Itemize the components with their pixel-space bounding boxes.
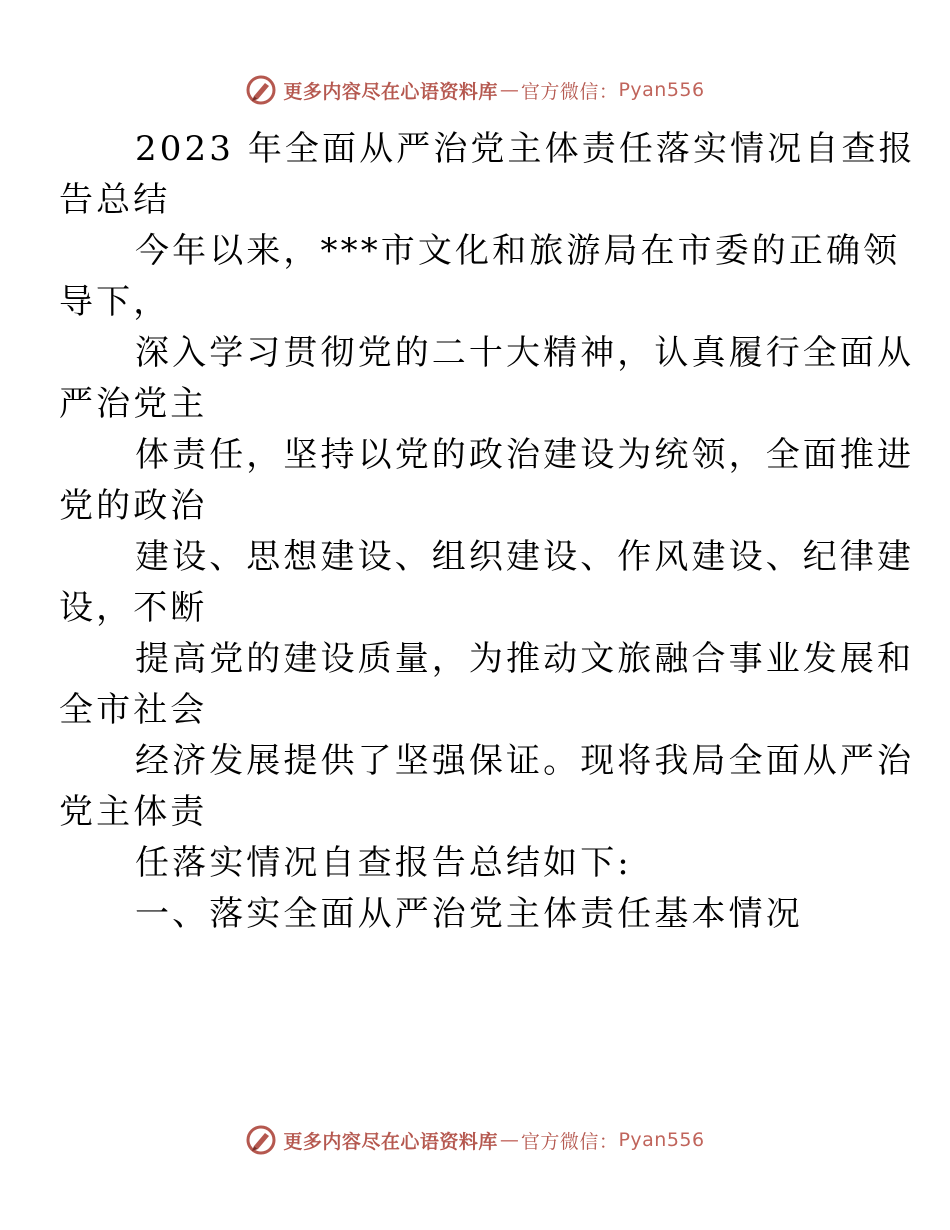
document-body [59,124,916,940]
text-line: 深入学习贯彻党的二十大精神，认真履行全面从 [135,333,915,373]
text-line: 全市社会 [59,690,208,730]
header-watermark [0,70,950,110]
watermark-wechat-id: Pyan556 [618,1129,705,1151]
document-title [59,124,916,226]
section-heading-text: 一、落实全面从严治党主体责任基本情况 [135,894,803,934]
watermark-label: 更多内容尽在心语资料库 [283,80,498,103]
watermark-dash: — [499,79,519,101]
watermark-wechat-id: Pyan556 [618,79,705,101]
text-line: 提高党的建设质量，为推动文旅融合事业发展和 [135,639,915,679]
text-line: 经济发展提供了坚强保证。现将我局全面从严治 [135,741,915,781]
paragraph-line [59,736,915,838]
text-line: 党的政治 [59,486,208,526]
watermark-wechat-label: 官方微信： [520,80,619,103]
text-line: 导下， [59,282,171,322]
text-line: 建设、思想建设、组织建设、作风建设、纪律建 [135,537,915,577]
paragraph-line [97,838,857,889]
watermark-wechat-label: 官方微信： [520,1130,619,1153]
text-line: 党主体责 [59,792,208,832]
pen-circle-icon [245,1124,277,1156]
text-line: 严治党主 [59,384,208,424]
paragraph-line [59,634,915,736]
title-line-2: 告总结 [59,180,171,220]
text-line: 设，不断 [59,588,208,628]
footer-watermark [0,1120,950,1160]
text-line: 体责任，坚持以党的政治建设为统领，全面推进 [135,435,915,475]
section-heading [97,889,857,940]
paragraph-line [59,226,901,328]
text-line: 任落实情况自查报告总结如下: [135,843,632,883]
watermark-dash: — [499,1129,519,1151]
paragraph-line [59,328,915,430]
paragraph-line [59,532,915,634]
watermark-label: 更多内容尽在心语资料库 [283,1130,498,1153]
paragraph-line [59,430,915,532]
pen-circle-icon [245,74,277,106]
title-line-1: 2023 年全面从严治党主体责任落实情况自查报 [135,129,916,169]
text-line: 今年以来，***市文化和旅游局在市委的正确领 [135,231,901,271]
